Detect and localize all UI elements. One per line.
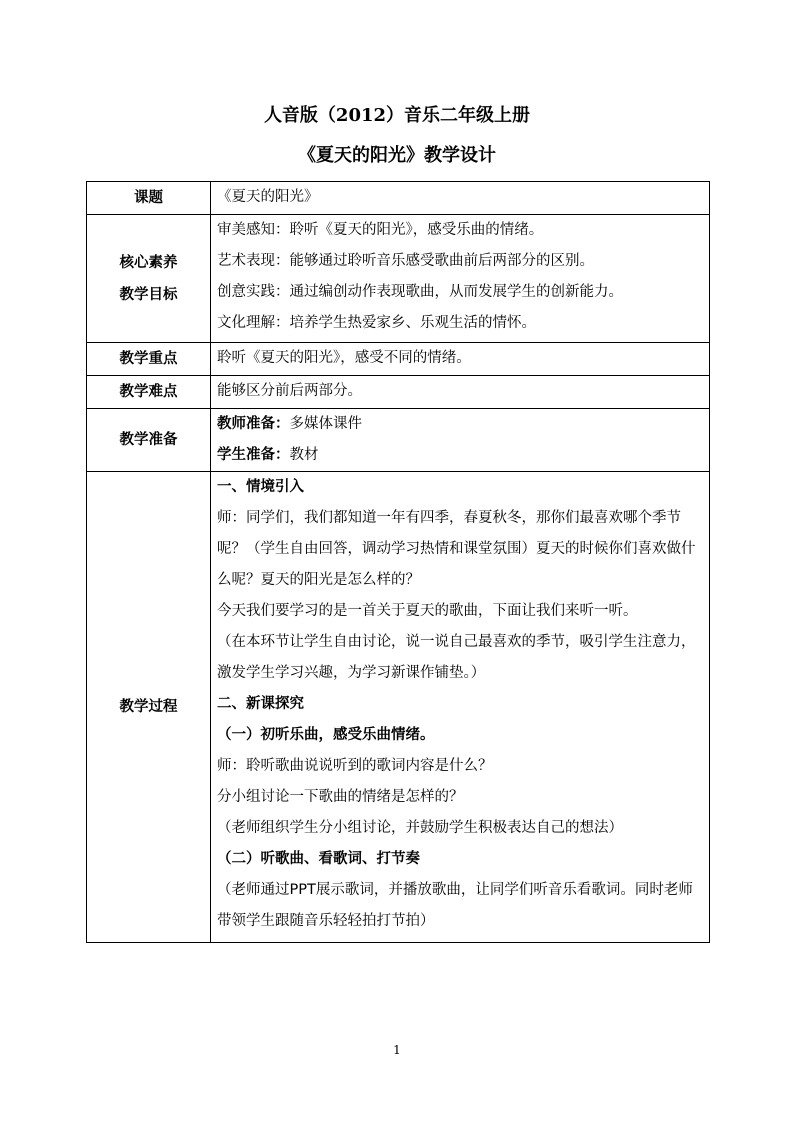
teacher-preparation-label: 教师准备： [217, 416, 290, 432]
difficulties-label: 教学难点 [87, 376, 211, 409]
section1-heading: 一、情境引入 [217, 479, 304, 495]
goal-creativity: 创意实践：通过编创动作表现歌曲，从而发展学生的创新能力。 [217, 284, 623, 300]
goal-expression: 艺术表现：能够通过聆听音乐感受歌曲前后两部分的区别。 [217, 253, 594, 269]
goal-culture: 文化理解：培养学生热爱家乡、乐观生活的情怀。 [217, 315, 536, 331]
key-points-value: 聆听《夏天的阳光》，感受不同的情绪。 [217, 350, 471, 366]
student-preparation-value: 教材 [289, 447, 319, 463]
section2-heading: 二、新课探究 [217, 696, 304, 712]
table-row-topic [87, 182, 710, 215]
subsection2-heading: （二）听歌曲、看歌词、打节奏 [217, 851, 420, 867]
difficulties-cell [211, 376, 710, 409]
key-points-label: 教学重点 [87, 343, 211, 376]
table-row-goals [87, 215, 710, 343]
document-subtitle: 《夏天的阳光》教学设计 [298, 145, 496, 166]
topic-value: 《夏天的阳光》 [217, 189, 319, 205]
subsection1-paragraph2: 分小组讨论一下歌曲的情绪是怎样的？ [217, 789, 464, 805]
teacher-preparation [217, 409, 705, 440]
student-preparation-label: 学生准备： [217, 447, 290, 463]
process-content [211, 472, 710, 943]
difficulties-value: 能够区分前后两部分。 [217, 383, 362, 399]
preparation-label: 教学准备 [87, 409, 211, 472]
section1-paragraph2: 今天我们要学习的是一首关于夏天的歌曲，下面让我们来听一听。 [217, 603, 638, 619]
student-preparation [217, 440, 705, 471]
preparation-cell [211, 409, 710, 472]
goals-label [87, 215, 211, 343]
goals-label-line2: 教学目标 [119, 286, 178, 303]
topic-label: 课题 [87, 182, 211, 215]
subsection1-paragraph1: 师：聆听歌曲说说听到的歌词内容是什么？ [217, 758, 493, 774]
goal-aesthetic: 审美感知：聆听《夏天的阳光》，感受乐曲的情绪。 [217, 222, 544, 238]
topic-value-cell [211, 182, 710, 215]
page-number: 1 [393, 1043, 401, 1057]
document-title: 人音版（2012）音乐二年级上册 [263, 105, 531, 126]
table-row-key-points [87, 343, 710, 376]
table-row-difficulties [87, 376, 710, 409]
goals-label-line1: 核心素养 [119, 254, 178, 271]
key-points-cell [211, 343, 710, 376]
table-row-preparation [87, 409, 710, 472]
lesson-plan-table [86, 181, 710, 943]
subsection2-paragraph1: （老师通过PPT展示歌词，并播放歌曲，让同学们听音乐看歌词。同时老师带领学生跟随音乐轻轻拍打节拍） [217, 882, 693, 929]
teacher-preparation-value: 多媒体课件 [289, 416, 362, 432]
goals-content [211, 215, 710, 343]
table-row-process [87, 472, 710, 943]
section1-paragraph1: 师：同学们，我们都知道一年有四季，春夏秋冬，那你们最喜欢哪个季节呢？（学生自由回答，调动学习热情和课堂氛围）夏天的时候你们喜欢做什么呢？夏天的阳光是怎么样的？ [217, 510, 696, 588]
section1-paragraph3: （在本环节让学生自由讨论，说一说自己最喜欢的季节，吸引学生注意力，激发学生学习兴趣，为学习新课作铺垫。） [217, 634, 696, 681]
process-label: 教学过程 [87, 472, 211, 943]
subsection1-paragraph3: （老师组织学生分小组讨论，并鼓励学生积极表达自己的想法） [217, 820, 623, 836]
subsection1-heading: （一）初听乐曲，感受乐曲情绪。 [217, 727, 435, 743]
